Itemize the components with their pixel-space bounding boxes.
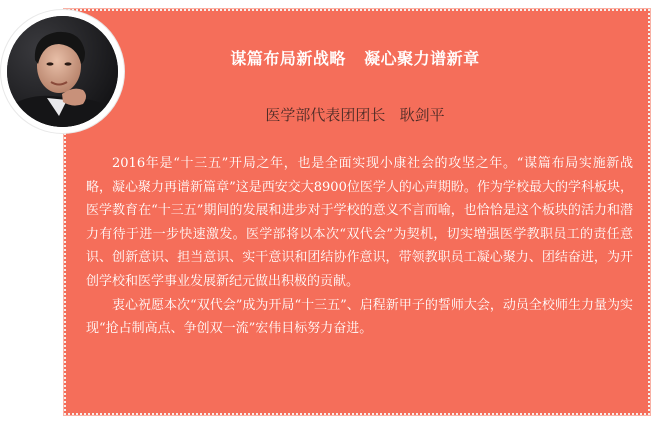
avatar-frame [1, 10, 124, 133]
article-paragraph: 衷心祝愿本次“双代会”成为开局“十三五”、启程新甲子的誓师大会，动员全校师生力量为实现“抢占制高点、争创双一流”宏伟目标努力奋进。 [86, 297, 633, 337]
article-paragraph: 2016年是“十三五”开局之年，也是全面实现小康社会的攻坚之年。“谋篇布局实施新战略，凝心聚力再谱新篇章”这是西安交大8900位医学人的心声期盼。作为学校最大的学科板块，医学教育在“十三五”期间的发展和进步对于学校的意义不言而喻，也恰恰是这个板块的活力和潜力有待于进一步快速激发。医学部将以本次“双代会”为契机，切实增强医学教职员工的责任意识、创新意识、担当意识、实干意识和团结协作意识，带领教职员工凝心聚力、团结奋进，为开创学校和医学事业发展新纪元做出积极的贡献。 [86, 156, 633, 289]
author-line: 医学部代表团团长 耿剑平 [265, 106, 445, 124]
page-title: 谋篇布局新战略 凝心聚力谱新章 [230, 49, 480, 68]
avatar [7, 16, 118, 127]
article-body [86, 152, 633, 341]
portrait-photo-icon [7, 16, 118, 127]
